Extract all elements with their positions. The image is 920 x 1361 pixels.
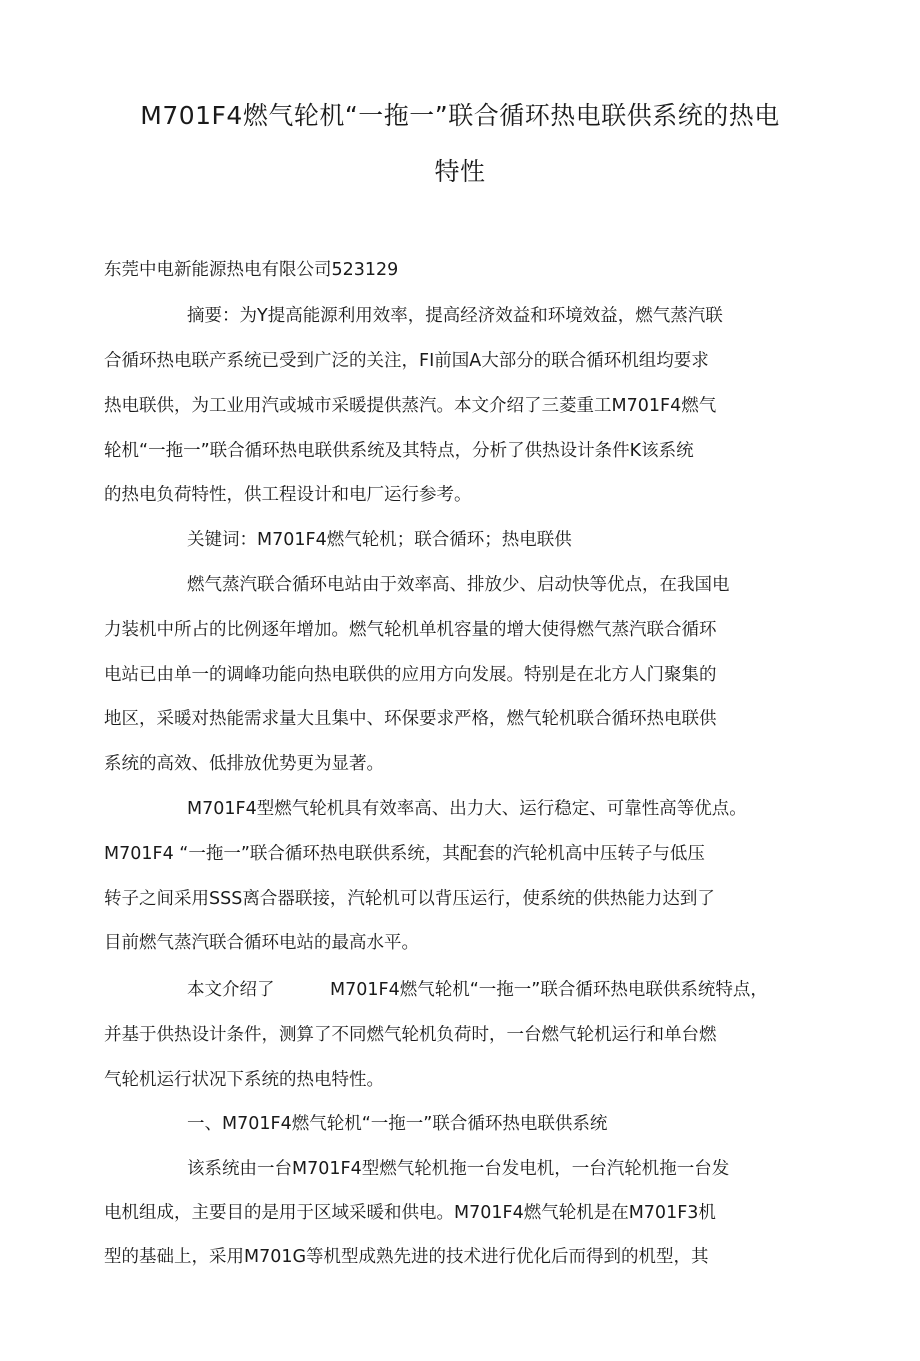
abstract-line: 轮机“一拖一”联合循环热电联供系统及其特点，分析了供热设计条件K该系统 <box>104 441 694 461</box>
paragraph-line: 本文介绍了 <box>187 980 275 1000</box>
abstract-line: 热电联供，为工业用汽或城市采暖提供蒸汽。本文介绍了三菱重工M701F4燃气 <box>104 396 717 416</box>
author-affiliation: 东莞中电新能源热电有限公司523129 <box>104 260 399 280</box>
abstract-line: 合循环热电联产系统已受到广泛的关注，FI前国A大部分的联合循环机组均要求 <box>104 351 709 371</box>
paragraph-line: 气轮机运行状况下系统的热电特性。 <box>104 1070 384 1090</box>
section-heading: 一、M701F4燃气轮机“一拖一”联合循环热电联供系统 <box>187 1114 608 1134</box>
document-title-line1: M701F4燃气轮机“一拖一”联合循环热电联供系统的热电 <box>140 101 780 130</box>
paragraph-line: 目前燃气蒸汽联合循环电站的最高水平。 <box>104 933 419 953</box>
paragraph-line: 力装机中所占的比例逐年增加。燃气轮机单机容量的增大使得燃气蒸汽联合循环 <box>104 620 717 640</box>
paragraph-line: 并基于供热设计条件，测算了不同燃气轮机负荷时，一台燃气轮机运行和单台燃 <box>104 1025 717 1045</box>
paragraph-line: 地区，采暖对热能需求量大且集中、环保要求严格，燃气轮机联合循环热电联供 <box>104 709 717 729</box>
paragraph-line: 该系统由一台M701F4型燃气轮机拖一台发电机，一台汽轮机拖一台发 <box>187 1159 730 1179</box>
paragraph-line: 电机组成，主要目的是用于区域采暖和供电。M701F4燃气轮机是在M701F3机 <box>104 1203 716 1223</box>
abstract-line: 的热电负荷特性，供工程设计和电厂运行参考。 <box>104 485 472 505</box>
paragraph-line: 型的基础上，采用M701G等机型成熟先进的技术进行优化后而得到的机型，其 <box>104 1247 709 1267</box>
paragraph-line: M701F4型燃气轮机具有效率高、出力大、运行稳定、可靠性高等优点。 <box>187 799 747 819</box>
paragraph-line: 转子之间采用SSS离合器联接，汽轮机可以背压运行，使系统的供热能力达到了 <box>104 889 715 909</box>
paragraph-line: M701F4 “一拖一”联合循环热电联供系统，其配套的汽轮机高中压转子与低压 <box>104 844 705 864</box>
paragraph-line: 电站已由单一的调峰功能向热电联供的应用方向发展。特别是在北方人门聚集的 <box>104 665 717 685</box>
paragraph-line: 燃气蒸汽联合循环电站由于效率高、排放少、启动快等优点，在我国电 <box>187 575 730 595</box>
document-title-line2: 特性 <box>434 157 486 186</box>
abstract-line: 摘要：为Y提高能源利用效率，提高经济效益和环境效益，燃气蒸汽联 <box>187 306 723 326</box>
paragraph-line: M701F4燃气轮机“一拖一”联合循环热电联供系统特点， <box>330 980 768 1000</box>
paragraph-line: 系统的高效、低排放优势更为显著。 <box>104 754 384 774</box>
keywords: 关键词：M701F4燃气轮机；联合循环；热电联供 <box>187 530 572 550</box>
